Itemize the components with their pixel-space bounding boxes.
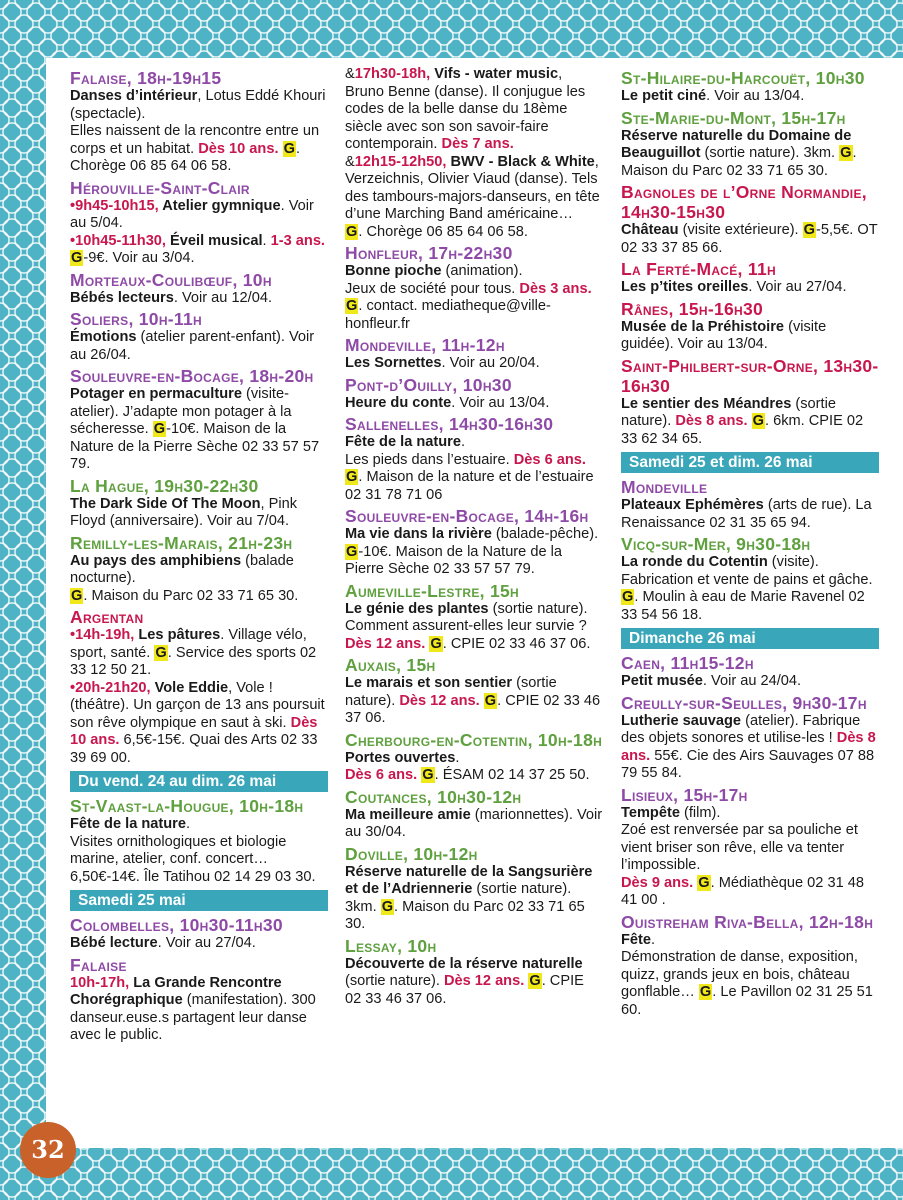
event-text: (sortie nature). [345, 973, 444, 989]
event-description [621, 319, 879, 354]
event-description [70, 816, 328, 834]
event-location-heading: Lessay, 10h [345, 935, 437, 956]
event-description [621, 822, 879, 875]
event-description [345, 355, 603, 373]
event-text: (balade nocturne). [70, 552, 294, 586]
page-number: 32 [20, 1122, 76, 1178]
event-title: Bonne pioche [345, 263, 442, 279]
event-location-heading: Ouistreham Riva-Bella, 12h-18h [621, 911, 874, 932]
age-label: Dès 7 ans. [441, 136, 514, 152]
age-label: Dès 12 ans. [443, 973, 529, 989]
event-location-heading: St-Vaast-la-Hougue, 10h-18h [70, 796, 304, 816]
event-title: Réserve naturelle de la Sangsurière et de l’Adriennerie [345, 863, 593, 897]
event-text: . [262, 232, 271, 249]
event-description [70, 198, 328, 233]
event-text: & [345, 153, 355, 170]
event-title: Fête [621, 931, 652, 948]
event-description [70, 329, 328, 364]
event-title: La Grande Rencontre Chorégraphique [70, 974, 282, 1008]
event-description [70, 834, 328, 887]
age-label: Dès 6 ans. [513, 451, 586, 468]
event-location-heading: Doville, 10h-12h [345, 843, 478, 864]
date-section-bar: Dimanche 26 mai [621, 628, 879, 649]
event-text: , Pink Floyd (anniversaire). Voir au 7/04. [70, 495, 298, 529]
event-text: . Voir au 27/04. [748, 279, 847, 295]
event-title: Plateaux Ephémères [621, 497, 764, 513]
event-location-heading: St-Hilaire-du-Harcouët, 10h30 [621, 68, 865, 88]
event-description [345, 526, 603, 579]
event-title: Ma meilleure amie [345, 806, 471, 823]
event-text: (atelier). Fabrique des objets sonores et utilise-les ! [621, 712, 861, 746]
event-text: . Voir au 5/04. [70, 197, 314, 231]
event-text: . Maison du Parc 02 33 71 65 30. [621, 145, 857, 179]
event-text: . CPIE 02 33 46 37 06. [345, 973, 584, 1007]
event-text: (visite guidée). Voir au 13/04. [621, 318, 827, 352]
event-title: Fête de la nature [70, 816, 186, 832]
age-label: Dès 8 ans. [675, 413, 752, 429]
event-text: 55€. Cie des Airs Sauvages 07 88 79 55 84. [621, 747, 875, 781]
event-title: Potager en permaculture [70, 386, 242, 402]
event-location-heading: Argentan [70, 607, 144, 627]
event-text: . [460, 434, 466, 450]
event-text: Elles naissent de la rencontre entre un corps et un habitat. [70, 123, 320, 157]
event-title: Musée de la Préhistoire [621, 318, 785, 335]
event-description [621, 88, 879, 106]
event-title: Le marais et son sentier [345, 675, 513, 691]
event-description [70, 627, 328, 680]
event-time: 10h-17h, [70, 974, 134, 991]
event-title: Les pâtures [138, 627, 221, 643]
event-text: . CPIE 02 33 46 37 06. [345, 692, 601, 726]
event-location-heading: Vicq-sur-Mer, 9h30-18h [621, 534, 811, 554]
event-title: Réserve naturelle du Domaine de Beauguillot [621, 127, 852, 161]
event-description [621, 128, 879, 181]
event-location-heading: Hérouville-Saint-Clair [70, 177, 250, 198]
event-description [345, 434, 603, 452]
free-badge: G [71, 587, 83, 604]
event-text: (sortie nature). 3km. [345, 881, 572, 915]
event-description [621, 279, 879, 297]
event-title: Portes ouvertes [345, 749, 456, 766]
event-title: Heure du conte [345, 394, 452, 411]
event-title: Fête de la nature [345, 434, 461, 450]
event-title: Au pays des amphibiens [70, 552, 242, 569]
event-text: . [651, 931, 656, 948]
event-description [345, 750, 603, 768]
free-badge: G [346, 298, 358, 314]
event-location-heading: La Ferté-Macé, 11h [621, 259, 776, 279]
column-3 [621, 66, 879, 1019]
event-description [345, 767, 603, 785]
event-text: (marionnettes). Voir au 30/04. [345, 806, 603, 840]
free-badge: G [484, 692, 497, 709]
event-text: . ÉSAM 02 14 37 25 50. [434, 767, 590, 783]
event-time: 17h30-18h, [354, 66, 435, 82]
event-text: (film). [679, 804, 721, 821]
event-description [345, 66, 603, 154]
event-time: •9h45-10h15, [70, 197, 163, 214]
event-title: Bébés lecteurs [70, 289, 174, 306]
event-title: Vifs - water music [434, 66, 559, 82]
event-description [345, 452, 603, 505]
event-title: Lutherie sauvage [621, 712, 742, 729]
event-title: Château [621, 222, 679, 238]
event-time: •20h-21h20, [70, 679, 155, 696]
age-label: Dès 9 ans. [621, 874, 698, 891]
event-description [621, 554, 879, 624]
event-location-heading: Auxais, 15h [345, 655, 436, 675]
free-badge: G [422, 767, 434, 783]
event-text: (sortie nature). Comment assurent-elles leur survie ? [345, 600, 588, 634]
event-location-heading: Morteaux-Coulibœuf, 10h [70, 269, 272, 290]
free-badge: G [840, 145, 852, 161]
column-1 [70, 66, 328, 1045]
event-description [345, 154, 603, 224]
event-description [70, 975, 328, 1045]
event-text: (visite-atelier). J’adapte mon potager à la sécheresse. [70, 386, 292, 437]
free-badge: G [622, 589, 634, 605]
event-text: . Village vélo, sport, santé. [70, 627, 307, 661]
event-description [345, 281, 603, 334]
event-location-heading: Aumeville-Lestre, 15h [345, 580, 519, 601]
event-text: . Chorège 06 85 64 06 58. [70, 140, 300, 174]
event-text: . [185, 816, 191, 832]
event-title: Tempête [621, 804, 680, 821]
free-badge: G [699, 984, 712, 1000]
event-description [621, 805, 879, 823]
event-text: . [455, 749, 460, 766]
event-text: -10€. Maison de la Nature de la Pierre Sèche 02 33 57 57 79. [70, 421, 320, 472]
event-text: . Le Pavillon 02 31 25 51 60. [621, 984, 873, 1018]
free-badge: G [155, 644, 167, 661]
event-text: & [345, 66, 355, 82]
free-badge: G [698, 874, 710, 891]
event-text: (visite). Fabrication et vente de pains et gâche. [621, 554, 873, 588]
event-text: , Verzeichnis, Olivier Viaud (danse). Tels des tambours-majors-danseurs, en tête d’une Marching Band américaine… [345, 153, 600, 222]
event-text: Jeux de société pour tous. [345, 280, 520, 297]
event-text: . CPIE 02 33 46 37 06. [442, 635, 591, 652]
event-text: . Voir au 20/04. [441, 355, 540, 371]
event-text: . contact. mediatheque@ville-honfleur.fr [345, 298, 551, 332]
free-badge: G [529, 973, 541, 989]
age-label: Dès 10 ans. [198, 140, 279, 157]
event-description [70, 935, 328, 953]
event-text: . Maison de la nature et de l’estuaire 02 31 78 71 06 [345, 469, 594, 503]
event-text: 6,5€-15€. Quai des Arts 02 33 39 69 00. [70, 732, 318, 766]
event-description [345, 864, 603, 934]
event-location-heading: Sallenelles, 14h30-16h30 [345, 414, 554, 434]
event-location-heading: La Hague, 19h30-22h30 [70, 475, 259, 496]
event-description [70, 290, 328, 308]
event-location-heading: Remilly-les-Marais, 21h-23h [70, 532, 293, 553]
event-title: Les p’tites oreilles [621, 279, 749, 295]
event-title: Émotions [70, 329, 137, 345]
event-title: Danses d’intérieur [70, 88, 198, 104]
free-badge: G [803, 222, 816, 238]
event-text: . Voir au 13/04. [706, 88, 805, 104]
event-location-heading: Mondeville [621, 477, 708, 497]
event-title: Éveil musical [170, 232, 263, 249]
free-badge: G [346, 223, 358, 240]
event-title: Atelier gymnique [162, 197, 281, 214]
event-title: Le petit ciné [621, 88, 707, 104]
event-text: . Médiathèque 02 31 48 41 00 . [621, 874, 864, 908]
event-description [621, 222, 879, 257]
event-title: The Dark Side Of The Moon [70, 495, 261, 512]
event-text: (atelier parent-enfant). Voir au 26/04. [70, 329, 315, 363]
event-location-heading: Souleuvre-en-Bocage, 14h-16h [345, 506, 589, 526]
event-location-heading: Coutances, 10h30-12h [345, 786, 522, 807]
event-text: . Voir au 24/04. [702, 673, 802, 689]
event-location-heading: Ste-Marie-du-Mont, 15h-17h [621, 107, 846, 128]
event-location-heading: Lisieux, 15h-17h [621, 784, 748, 805]
event-text: , Bruno Benne (danse). Il conjugue les codes de la belle danse du 18ème siècle avec son son savoir-faire contemporain. [345, 66, 586, 152]
event-description [621, 875, 879, 910]
event-description [70, 680, 328, 768]
event-description [621, 949, 879, 1019]
column-2 [345, 66, 603, 1008]
event-text: (sortie nature). [345, 675, 557, 709]
free-badge: G [752, 413, 764, 429]
event-description [70, 233, 328, 268]
free-badge: G [71, 250, 83, 266]
event-title: Les Sornettes [345, 355, 442, 371]
event-location-heading: Falaise [70, 954, 127, 975]
event-location-heading: Bagnoles de l’Orne Normandie, 14h30-15h30 [621, 182, 867, 222]
event-text: Les pieds dans l’estuaire. [345, 451, 514, 468]
event-time: •14h-19h, [70, 627, 139, 643]
event-text: . Voir au 27/04. [157, 935, 256, 951]
event-description [345, 807, 603, 842]
age-label: Dès 10 ans. [70, 714, 318, 748]
event-text: , Vole ! (théâtre). Un garçon de 13 ans poursuit son rêve olympique en saut à ski. [70, 679, 325, 731]
event-title: Le sentier des Méandres [621, 395, 792, 412]
event-location-heading: Creully-sur-Seulles, 9h30-17h [621, 692, 867, 713]
event-text: (animation). [441, 263, 523, 279]
free-badge: G [381, 898, 394, 915]
event-description [621, 673, 879, 691]
event-description [70, 123, 328, 176]
event-time: •10h45-11h30, [70, 232, 171, 249]
event-description [345, 263, 603, 281]
event-text: . Chorège 06 85 64 06 58. [358, 223, 528, 240]
free-badge: G [346, 543, 358, 560]
event-description [70, 386, 328, 474]
free-badge: G [153, 421, 166, 437]
event-location-heading: Soliers, 10h-11h [70, 309, 202, 329]
event-text: (sortie nature). [621, 395, 836, 429]
event-title: Petit musée [621, 673, 703, 689]
age-label: Dès 3 ans. [519, 280, 592, 297]
event-text: (balade-pêche). [491, 526, 599, 542]
event-text: -9€. Voir au 3/04. [83, 250, 195, 266]
event-title: Le génie des plantes [345, 600, 489, 617]
event-location-heading: Honfleur, 17h-22h30 [345, 243, 513, 263]
event-description [345, 956, 603, 1009]
event-text: . Maison du Parc 02 33 71 65 30. [345, 898, 585, 932]
event-title: Ma vie dans la rivière [345, 526, 492, 542]
event-text: , Lotus Eddé Khouri (spectacle). [70, 88, 326, 122]
event-description [345, 601, 603, 654]
age-label: Dès 12 ans. [345, 635, 430, 652]
event-text: . Service des sports 02 33 12 50 21. [70, 644, 317, 678]
event-description [345, 224, 603, 242]
event-description [345, 395, 603, 413]
event-title: Vole Eddie [154, 679, 229, 696]
event-description [621, 713, 879, 783]
event-text: (arts de rue). La Renaissance 02 31 35 65 94. [621, 497, 872, 531]
event-location-heading: Souleuvre-en-Bocage, 18h-20h [70, 366, 314, 386]
event-text: Démonstration de danse, exposition, quizz, grands jeux en bois, château gonflable… [621, 949, 858, 1000]
event-time: 12h15-12h50, [354, 153, 451, 170]
event-text: -10€. Maison de la Nature de la Pierre Sèche 02 33 57 57 79. [345, 543, 562, 577]
event-text: Zoé est renversée par sa pouliche et vient briser son rêve, elle va tenter l’impossible. [621, 822, 858, 873]
event-text: -5,5€. OT 02 33 37 85 66. [621, 222, 878, 256]
age-label: 1-3 ans. [270, 232, 325, 249]
event-text: . Voir au 13/04. [451, 394, 550, 411]
event-description [70, 496, 328, 531]
date-section-bar: Samedi 25 et dim. 26 mai [621, 452, 879, 473]
event-location-heading: Rânes, 15h-16h30 [621, 298, 764, 319]
event-title: Bébé lecture [70, 935, 158, 951]
event-location-heading: Falaise, 18h-19h15 [70, 68, 222, 88]
event-description [621, 497, 879, 532]
event-description [70, 553, 328, 588]
event-location-heading: Cherbourg-en-Cotentin, 10h-18h [345, 729, 603, 750]
event-location-heading: Caen, 11h15-12h [621, 653, 754, 673]
event-title: BWV - Black & White [450, 153, 595, 170]
event-text [279, 141, 283, 157]
event-location-heading: Colombelles, 10h30-11h30 [70, 915, 283, 935]
event-description [70, 88, 328, 123]
event-text: . Moulin à eau de Marie Ravenel 02 33 54 56 18. [621, 589, 865, 623]
event-text: Visites ornithologiques et biologie marine, atelier, conf. concert… 6,50€-14€. Île Tatihou 02 14 29 03 30. [70, 833, 316, 885]
event-description [621, 932, 879, 950]
event-description [621, 396, 879, 449]
event-text: . 6km. CPIE 02 33 62 34 65. [621, 413, 864, 447]
age-label: Dès 8 ans. [621, 730, 876, 764]
free-badge: G [283, 140, 295, 157]
event-location-heading: Pont-d’Ouilly, 10h30 [345, 374, 512, 395]
free-badge: G [346, 469, 358, 485]
date-section-bar: Samedi 25 mai [70, 890, 328, 911]
event-text: (visite extérieure). [678, 222, 803, 238]
age-label: Dès 6 ans. [345, 767, 422, 783]
event-text: . Maison du Parc 02 33 71 65 30. [83, 587, 299, 604]
date-section-bar: Du vend. 24 au dim. 26 mai [70, 771, 328, 792]
event-description [345, 675, 603, 728]
event-location-heading: Mondeville, 11h-12h [345, 335, 505, 355]
event-description [70, 588, 328, 606]
event-title: La ronde du Cotentin [621, 554, 768, 570]
event-title: Découverte de la réserve naturelle [345, 955, 583, 972]
age-label: Dès 12 ans. [399, 692, 484, 709]
free-badge: G [430, 635, 442, 652]
event-location-heading: Saint-Philbert-sur-Orne, 13h30-16h30 [621, 355, 879, 396]
event-text: . Voir au 12/04. [173, 289, 273, 306]
event-text: (manifestation). 300 danseur.euse.s partagent leur danse avec le public. [70, 992, 316, 1043]
event-text: (sortie nature). 3km. [700, 145, 840, 161]
